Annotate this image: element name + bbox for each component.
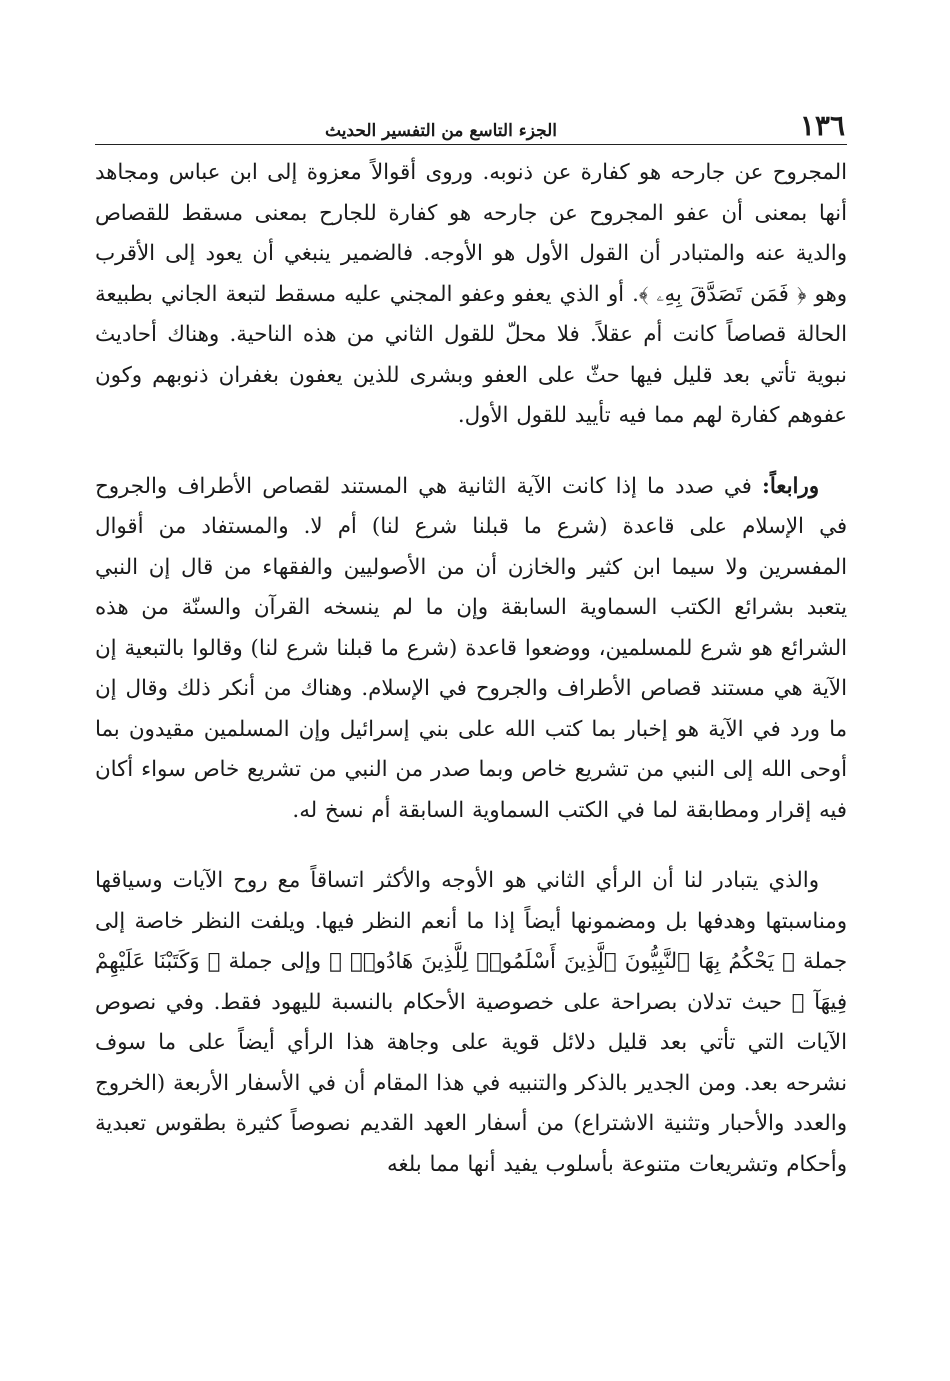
running-title: الجزء التاسع من التفسير الحديث	[325, 121, 558, 141]
book-page	[95, 100, 847, 1185]
paragraph-gap	[95, 831, 847, 861]
body-text	[95, 153, 847, 1185]
paragraph-text: المجروح عن جارحه هو كفارة عن ذنوبه. وروى أقوالاً معزوة إلى ابن عباس ومجاهد أنها بمعنى أن عفو المجروح عن جارحه هو كفارة للجارح بمعنى مسقط للقصاص والدية عنه والمتبادر أن القول الأول هو الأوجه. فالضمير ينبغي أن يعود إلى الأقرب وهو ﴿ فَمَن تَصَدَّقَ بِهِۦ ﴾. أو الذي يعفو وعفو المجني عليه مسقط لتبعة الجاني بطبيعة الحالة قصاصاً كانت أم عقلاً. فلا محلّ للقول الثاني من هذه الناحية. وهناك أحاديث نبوية تأتي بعد قليل فيها حثّ على العفو وبشرى للذين يعفون بغفران ذنوبهم وكون عفوهم كفارة لهم مما فيه تأييد للقول الأول.	[95, 160, 847, 428]
paragraph	[95, 861, 847, 1185]
paragraph-gap	[95, 437, 847, 467]
page-header	[95, 100, 847, 145]
paragraph-lead: ورابعاً:	[761, 473, 819, 499]
page-number: ١٣٦	[799, 109, 845, 142]
paragraph	[95, 153, 847, 437]
paragraph-text: والذي يتبادر لنا أن الرأي الثاني هو الأوجه والأكثر اتساقاً مع روح الآيات وسياقها ومناسبتها وهدفها بل ومضمونها أيضاً إذا ما أنعم النظر فيها. ويلفت النظر خاصة إلى جملة ﴿ يَحْكُمُ بِهَا ٱلنَّبِيُّونَ ٱلَّذِينَ أَسْلَمُوا۟ لِلَّذِينَ هَادُوا۟ ﴾ وإلى جملة ﴿ وَكَتَبْنَا عَلَيْهِمْ فِيهَآ ﴾ حيث تدلان بصراحة على خصوصية الأحكام بالنسبة لليهود فقط. وفي نصوص الآيات التي تأتي بعد قليل دلائل قوية على وجاهة هذا الرأي أيضاً على ما سوف نشرحه بعد. ومن الجدير بالذكر والتنبيه في هذا المقام أن في الأسفار الأربعة (الخروج والعدد والأحبار وتثنية الاشتراع) من أسفار العهد القديم نصوصاً كثيرة بطقوس تعبدية وأحكام وتشريعات متنوعة بأسلوب يفيد أنها مما بلغه	[95, 868, 847, 1177]
paragraph	[95, 467, 847, 832]
paragraph-text: في صدد ما إذا كانت الآية الثانية هي المستند لقصاص الأطراف والجروح في الإسلام على قاعدة (شرع ما قبلنا شرع لنا) أم لا. والمستفاد من أقوال المفسرين ولا سيما ابن كثير والخازن أن من الأصوليين والفقهاء من قال إن النبي يتعبد بشرائع الكتب السماوية السابقة وإن ما لم ينسخه القرآن والسنّة من هذه الشرائع هو شرع للمسلمين، ووضعوا قاعدة (شرع ما قبلنا شرع لنا) وقالوا بالتبعية إن الآية هي مستند قصاص الأطراف والجروح في الإسلام. وهناك من أنكر ذلك وقال إن ما ورد في الآية هو إخبار بما كتب الله على بني إسرائيل وإن المسلمين مقيدون بما أوحى الله إلى النبي من تشريع خاص وبما صدر من النبي من تشريع خاص سواء أكان فيه إقرار ومطابقة لما في الكتب السماوية السابقة أم نسخ له.	[95, 473, 847, 823]
